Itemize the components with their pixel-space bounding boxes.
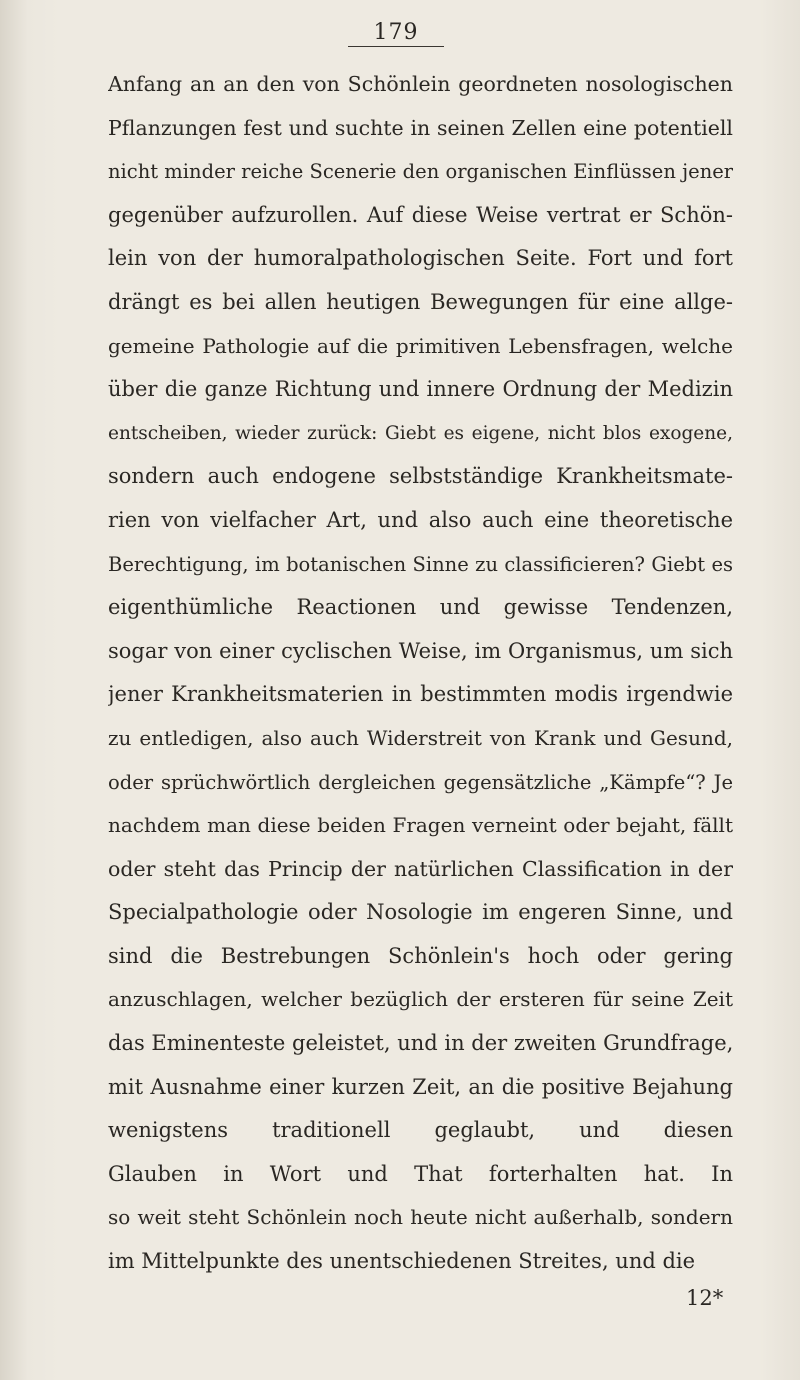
text-line: Berechtigung, im botanischen Sinne zu classificieren? Giebt es <box>108 552 733 576</box>
text-line: zu entledigen, also auch Widerstreit von Krank und Gesund, <box>108 725 733 750</box>
signature-mark: 12* <box>686 1286 724 1310</box>
text-line: oder sprüchwörtlich dergleichen gegensätzliche „Kämpfe“? Je <box>108 770 733 794</box>
text-line: entscheiben, wieder zurück: Giebt es eigene, nicht blos exogene, <box>108 422 733 444</box>
text-line: nachdem man diese beiden Fragen verneint oder bejaht, fällt <box>108 813 733 838</box>
text-line: gegenüber aufzurollen. Auf diese Weise vertrat er Schön- <box>108 202 733 227</box>
text-line: oder steht das Princip der natürlichen Classification in der <box>108 856 733 881</box>
text-line: mit Ausnahme einer kurzen Zeit, an die positive Bejahung <box>108 1074 733 1099</box>
text-line: anzuschlagen, welcher bezüglich der ersteren für seine Zeit <box>108 987 733 1012</box>
page-number: 179 <box>373 20 419 45</box>
text-line: nicht minder reiche Scenerie den organischen Einflüssen jener <box>108 160 733 184</box>
text-line: über die ganze Richtung und innere Ordnung der Medizin <box>108 377 733 402</box>
text-line: im Mittelpunkte des unentschiedenen Streites, und die <box>108 1249 696 1274</box>
text-line: lein von der humoralpathologischen Seite. Fort und fort <box>108 246 733 271</box>
text-line: jener Krankheitsmaterien in bestimmten modis irgendwie <box>108 682 733 707</box>
text-line: sind die Bestrebungen Schönlein's hoch oder gering <box>108 943 733 968</box>
text-line: Glauben in Wort und That forterhalten hat. In <box>108 1161 733 1186</box>
text-line: das Eminenteste geleistet, und in der zweiten Grundfrage, <box>108 1031 733 1056</box>
header-rule <box>348 46 444 47</box>
text-line: Specialpathologie oder Nosologie im engeren Sinne, und <box>108 900 733 925</box>
text-line: Anfang an an den von Schönlein geordneten nosologischen <box>108 72 733 96</box>
text-line: sondern auch endogene selbstständige Krankheitsmate- <box>108 464 733 489</box>
text-line: wenigstens traditionell geglaubt, und diesen <box>108 1118 733 1143</box>
body-text <box>108 63 733 1284</box>
text-line: rien von vielfacher Art, und also auch eine theoretische <box>108 507 733 532</box>
text-line: sogar von einer cyclischen Weise, im Organismus, um sich <box>108 638 733 663</box>
text-line: drängt es bei allen heutigen Bewegungen für eine allge- <box>108 289 733 314</box>
text-line: gemeine Pathologie auf die primitiven Lebensfragen, welche <box>108 333 733 358</box>
text-line: eigenthümliche Reactionen und gewisse Tendenzen, <box>108 595 733 620</box>
text-line: so weit steht Schönlein noch heute nicht außerhalb, sondern <box>108 1205 733 1230</box>
text-line: Pflanzungen fest und suchte in seinen Zellen eine potentiell <box>108 115 733 140</box>
